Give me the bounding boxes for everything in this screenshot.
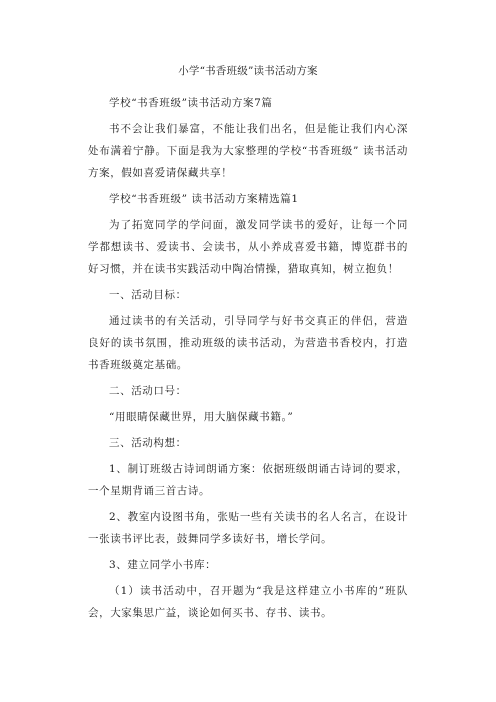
plan-item-2: 2、教室内设图书角，张贴一些有关读书的名人名言，在设计一张读书评比表，鼓舞同学多读好书，增长学问。	[88, 511, 408, 545]
plan-subitem-1: （1）读书活动中，召开题为“我是这样建立小书库的”班队会，大家集思广益，谈论如何买书、存书、读书。	[88, 585, 408, 619]
heading-activity-slogan: 二、活动口号：	[109, 385, 187, 397]
body-paragraph: 为了拓宽同学的学问面，激发同学读书的爱好，让每一个同学都想读书、爱读书、会读书，从小养成喜爱书籍，博览群书的好习惯，并在读书实践活动中陶冶情操，猎取真知，树立抱负！	[88, 219, 408, 275]
document-body	[88, 62, 408, 628]
heading-activity-plan: 三、活动构想：	[109, 437, 187, 449]
document-title: 小学“书香班级”读书活动方案	[178, 65, 318, 77]
slogan-paragraph: “用眼睛保藏世界，用大脑保藏书籍。”	[109, 411, 294, 423]
plan-item-3: 3、建立同学小书库：	[109, 559, 217, 571]
subtitle-paragraph: 学校“书香班级”读书活动方案7篇	[109, 97, 273, 109]
heading-activity-goal: 一、活动目标：	[109, 289, 187, 301]
plan-item-1: 1、制订班级古诗词朗诵方案：依据班级朗诵古诗词的要求，一个星期背诵三首古诗。	[88, 463, 408, 497]
intro-paragraph: 书不会让我们暴富，不能让我们出名，但是能让我们内心深处布满着宁静。下面是我为大家整理的学校“书香班级” 读书活动方案，假如喜爱请保藏共享！	[88, 123, 408, 179]
body-paragraph: 通过读书的有关活动，引导同学与好书交真正的伴侣，营造良好的读书氛围，推动班级的读书活动，为营造书香校内，打造书香班级奠定基础。	[88, 315, 408, 371]
section-heading: 学校“书香班级” 读书活动方案精选篇1	[109, 193, 299, 205]
